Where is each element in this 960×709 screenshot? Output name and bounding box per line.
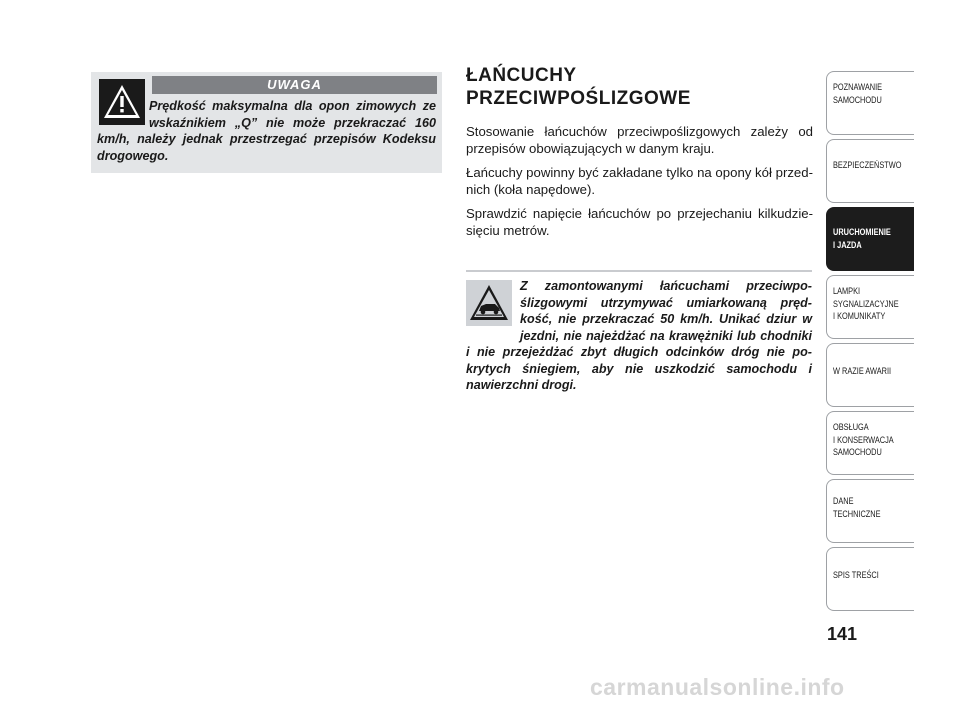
tab-label: W RAZIE AWARII	[833, 366, 892, 376]
tab-label: OBSŁUGA I KONSERWACJA SAMOCHODU	[833, 422, 894, 457]
tab-label: LAMPKI SYGNALIZACYJNE I KOMUNIKATY	[833, 286, 899, 321]
article-paragraph: Łańcuchy powinny być zakładane tylko na opony kół przed-nich (koła napędowe).	[466, 165, 813, 197]
tab-spis-tresci[interactable]	[826, 547, 914, 611]
article-paragraph: Sprawdzić napięcie łańcuchów po przejechaniu kilkudzie-sięciu metrów.	[466, 206, 813, 238]
tab-label: URUCHOMIENIE I JAZDA	[833, 227, 891, 250]
warning-text	[97, 98, 436, 164]
caution-box	[466, 278, 812, 394]
warning-box	[91, 72, 442, 173]
car-on-road-triangle-icon	[466, 280, 512, 326]
tab-dane-techniczne[interactable]	[826, 479, 914, 543]
tab-w-razie-awarii[interactable]	[826, 343, 914, 407]
article-title-line1: ŁAŃCUCHY	[466, 65, 577, 86]
tab-uruchomienie-i-jazda[interactable]	[826, 207, 914, 271]
caution-text: Z zamontowanymi łańcuchami przeciwpo-ślizgowymi utrzymywać umiarkowaną pręd-kość, nie przekraczać 50 km/h. Unikać dziur w jezdni, nie najeżdżać na krawężniki lub chodniki i nie przejeżdżać zbyt długich odcinków dróg nie po-krytych śniegiem, aby nie uszkodzić samochodu i nawierzchni drogi.	[466, 279, 812, 392]
tab-label: POZNAWANIE SAMOCHODU	[833, 82, 883, 105]
tab-lampki-sygnalizacyjne[interactable]	[826, 275, 914, 339]
tab-bezpieczenstwo[interactable]	[826, 139, 914, 203]
warning-text-content: Prędkość maksymalna dla opon zimowych ze wskaźnikiem „Q” nie może przekraczać 160 km/h, należy jednak przestrzegać przepisów Kodeksu drogowego.	[97, 99, 436, 163]
tab-poznawanie-samochodu[interactable]	[826, 71, 914, 135]
caution-divider	[466, 270, 812, 272]
article-title-line2: PRZECIWPOŚLIZGOWE	[466, 88, 691, 109]
article	[466, 64, 813, 247]
article-paragraph: Stosowanie łańcuchów przeciwpoślizgowych zależy od przepisów obowiązujących w danym kraju.	[466, 124, 813, 156]
article-title	[466, 64, 813, 110]
tab-obsluga-i-konserwacja[interactable]	[826, 411, 914, 475]
tab-label: BEZPIECZEŃSTWO	[833, 160, 902, 170]
page-number: 141	[827, 624, 858, 644]
warning-header: UWAGA	[152, 76, 437, 94]
watermark-text: carmanualsonline.info	[590, 674, 845, 700]
tab-label: SPIS TREŚCI	[833, 570, 879, 580]
article-paragraphs	[466, 124, 813, 239]
tab-label: DANE TECHNICZNE	[833, 496, 881, 519]
